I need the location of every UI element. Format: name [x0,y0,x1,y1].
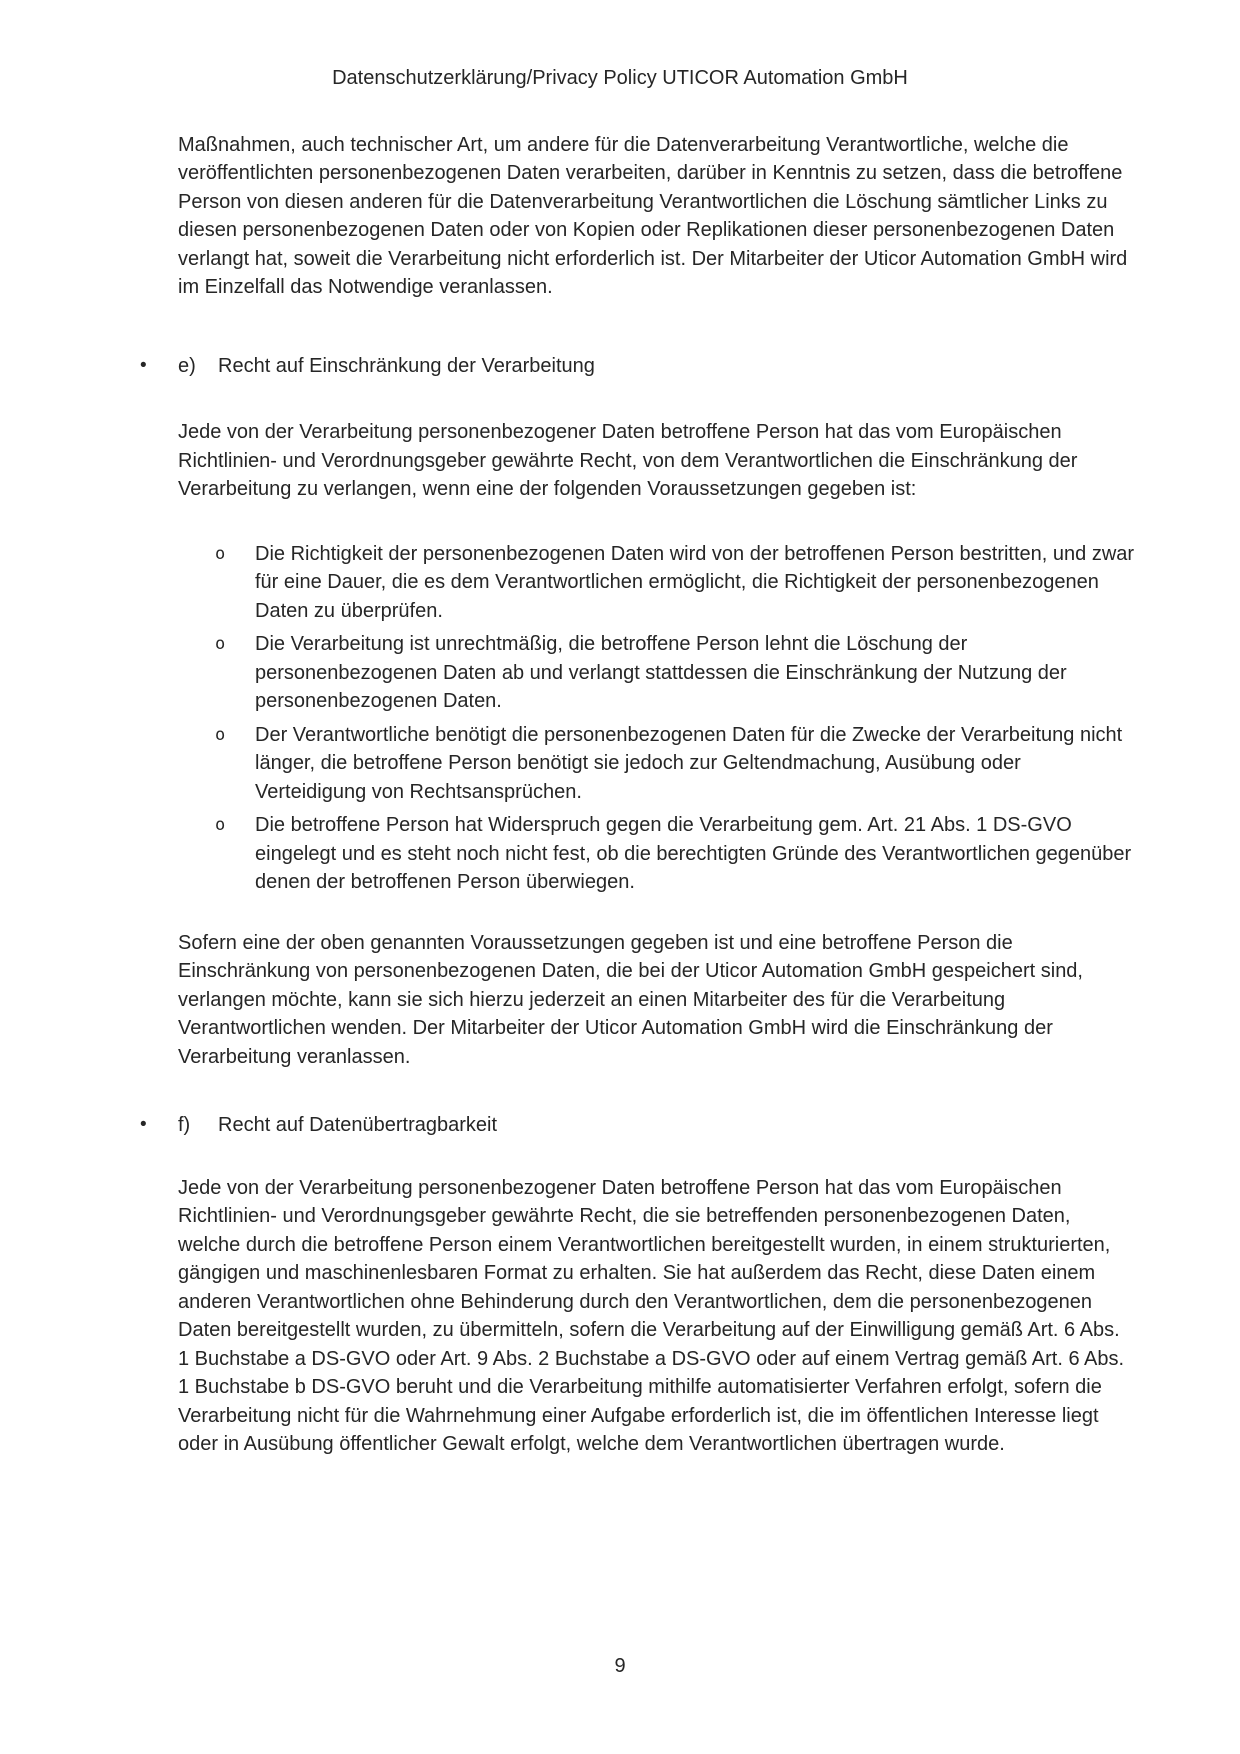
bullet-icon: • [140,1114,147,1135]
section-e-label: e) [178,354,196,377]
sub-bullet-text: Die Richtigkeit der personenbezogenen Daten wird von der betroffenen Person bestritten, und zwar für eine Dauer, die es dem Verantwortlichen ermöglicht, die Richtigkeit der personenbezogenen Daten zu überprüfen. [255,542,1135,622]
circle-bullet-icon: o [215,543,226,564]
section-e-closing-paragraph: Sofern eine der oben genannten Voraussetzungen gegeben ist und eine betroffene Person die Einschränkung von personenbezogenen Daten, die bei der Uticor Automation GmbH gespeichert sind, verlangen möchte, kann sie sich hierzu jederzeit an einen Mitarbeiter des für die Verarbeitung Verantwortlichen wenden. Der Mitarbeiter der Uticor Automation GmbH wird die Einschränkung der Verarbeitung veranlassen. [178,931,1083,1068]
list-item [215,630,1240,716]
circle-bullet-icon: o [215,724,226,745]
list-item [215,811,1240,897]
sub-bullet-text: Die betroffene Person hat Widerspruch gegen die Verarbeitung gem. Art. 21 Abs. 1 DS-GVO eingelegt und es steht noch nicht fest, ob die berechtigten Gründe des Verantwortlichen gegenüber denen der betroffenen Person überwiegen. [255,814,1132,893]
page-number: 9 [614,1655,626,1677]
list-item [215,540,1240,626]
bullet-icon: • [140,354,147,376]
section-e-sub-bullet-list [0,540,1240,897]
page-title: Datenschutzerklärung/Privacy Policy UTICOR Automation GmbH [332,67,908,89]
list-item [215,721,1240,807]
section-e-title: Recht auf Einschränkung der Verarbeitung [218,354,595,377]
circle-bullet-icon: o [215,815,226,835]
section-f-label: f) [178,1114,191,1136]
sub-bullet-text: Der Verantwortliche benötigt die personenbezogenen Daten für die Zwecke der Verarbeitung nicht länger, die betroffene Person benötigt sie jedoch zur Geltendmachung, Ausübung oder Verteidigung von Rechtsansprüchen. [255,723,1123,803]
circle-bullet-icon: o [215,634,226,654]
sub-bullet-text: Die Verarbeitung ist unrechtmäßig, die betroffene Person lehnt die Löschung der personenbezogenen Daten ab und verlangt stattdessen die Einschränkung der Nutzung der personenbezogenen Daten. [255,633,1067,712]
intro-paragraph: Maßnahmen, auch technischer Art, um andere für die Datenverarbeitung Verantwortliche, welche die veröffentlichten personenbezogenen Daten verarbeiten, darüber in Kenntnis zu setzen, dass die betroffene Person von diesen anderen für die Datenverarbeitung Verantwortlichen die Löschung sämtlicher Links zu diesen personenbezogenen Daten oder von Kopien oder Replikationen dieser personenbezogenen Daten verlangt hat, soweit die Verarbeitung nicht erforderlich ist. Der Mitarbeiter der Uticor Automation GmbH wird im Einzelfall das Notwendige veranlassen. [178,133,1128,298]
section-f-paragraph: Jede von der Verarbeitung personenbezogener Daten betroffene Person hat das vom Europäischen Richtlinien- und Verordnungsgeber gewährte Recht, die sie betreffenden personenbezogenen Daten, welche durch die betroffene Person einem Verantwortlichen bereitgestellt wurden, in einem strukturierten, gängigen und maschinenlesbaren Format zu erhalten. Sie hat außerdem das Recht, diese Daten einem anderen Verantwortlichen ohne Behinderung durch den Verantwortlichen, dem die personenbezogenen Daten bereitgestellt wurden, zu übermitteln, sofern die Verarbeitung auf der Einwilligung gemäß Art. 6 Abs. 1 Buchstabe a DS-GVO oder Art. 9 Abs. 2 Buchstabe a DS-GVO oder auf einem Vertrag gemäß Art. 6 Abs. 1 Buchstabe b DS-GVO beruht und die Verarbeitung mithilfe automatisierter Verfahren erfolgt, sofern die Verarbeitung nicht für die Wahrnehmung einer Aufgabe erforderlich ist, die im öffentlichen Interesse liegt oder in Ausübung öffentlicher Gewalt erfolgt, welche dem Verantwortlichen übertragen wurde. [178,1176,1125,1455]
section-e-intro-paragraph: Jede von der Verarbeitung personenbezogener Daten betroffene Person hat das vom Europäischen Richtlinien- und Verordnungsgeber gewährte Recht, von dem Verantwortlichen die Einschränkung der Verarbeitung zu verlangen, wenn eine der folgenden Voraussetzungen gegeben ist: [178,421,1078,500]
section-f-heading [140,1111,1240,1140]
section-f-title: Recht auf Datenübertragbarkeit [218,1114,498,1136]
section-e-heading [140,352,1240,381]
